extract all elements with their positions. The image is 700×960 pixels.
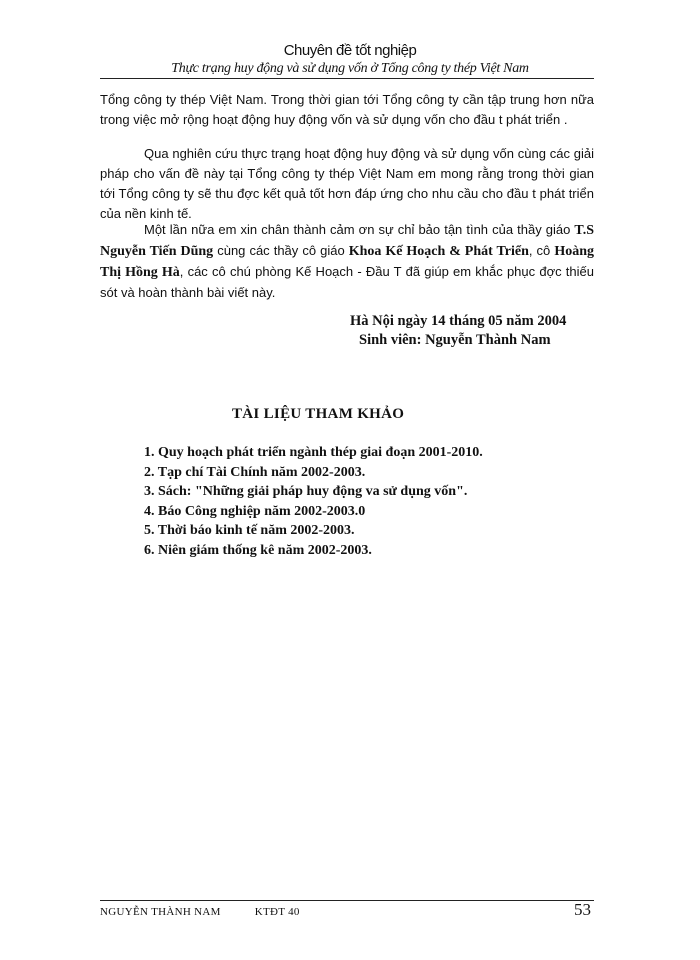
faculty-name: Khoa Kế Hoạch & Phát Triển <box>348 244 529 259</box>
reference-item: 4. Báo Công nghiệp năm 2002-2003.0 <box>144 503 366 519</box>
reference-item: 1. Quy hoạch phát triển ngành thép giai đoạn 2001-2010. <box>144 445 483 460</box>
footer-class: KTĐT 40 <box>254 906 300 918</box>
paragraph-3-text-d: , các cô chú phòng Kế Hoạch - Đầu T đã giúp em khắc phục đợc thiếu sót và hoàn thành bài viết này. <box>100 264 594 300</box>
paragraph-2: Qua nghiên cứu thực trạng hoạt động huy động và sử dụng vốn cùng các giải pháp cho vấn đề này tại Tổng công ty thép Việt Nam em mong rằng trong thời gian tới Tổng công ty sẽ thu đợc kết quả tốt hơn đáp ứng cho nhu cầu cho đầu t phát triển của nền kinh tế. <box>100 146 594 221</box>
references-title: TÀI LIỆU THAM KHẢO <box>232 406 405 422</box>
footer-info <box>100 906 300 918</box>
references-list <box>144 443 483 560</box>
signature-student: Sinh viên: Nguyễn Thành Nam <box>359 332 551 348</box>
header-subtitle: Thực trạng huy động và sử dụng vốn ở Tổng công ty thép Việt Nam <box>171 61 529 76</box>
paragraph-3-text-b: cùng các thầy cô giáo <box>213 243 349 258</box>
teacher-name: T.S Nguyễn Tiến Dũng <box>100 223 594 259</box>
footer-author: NGUYỄN THÀNH NAM <box>100 906 221 918</box>
reference-item: 2. Tạp chí Tài Chính năm 2002-2003. <box>144 464 366 480</box>
paragraph-3-text-a: Một lần nữa em xin chân thành cảm ơn sự chỉ bảo tận tình của thầy giáo <box>144 222 575 237</box>
page-number: 53 <box>574 900 591 919</box>
reference-item: 5. Thời báo kinh tế năm 2002-2003. <box>144 523 355 538</box>
header-divider <box>100 78 594 79</box>
reference-item: 3. Sách: "Những giải pháp huy động va sử dụng vốn". <box>144 484 468 499</box>
lecturer-name: Hoàng Thị Hồng Hà <box>100 244 594 280</box>
header-title: Chuyên đề tốt nghiệp <box>283 42 417 59</box>
paragraph-3 <box>100 220 594 303</box>
reference-item: 6. Niên giám thống kê năm 2002-2003. <box>144 542 372 558</box>
paragraph-1: Tổng công ty thép Việt Nam. Trong thời gian tới Tổng công ty cần tập trung hơn nữa trong việc mở rộng hoạt động huy động vốn và sử dụng vốn cho đầu t phát triển . <box>100 92 594 127</box>
paragraph-3-text-c: , cô <box>528 243 555 258</box>
footer-divider <box>100 900 594 901</box>
signature-date: Hà Nội ngày 14 tháng 05 năm 2004 <box>350 313 567 329</box>
